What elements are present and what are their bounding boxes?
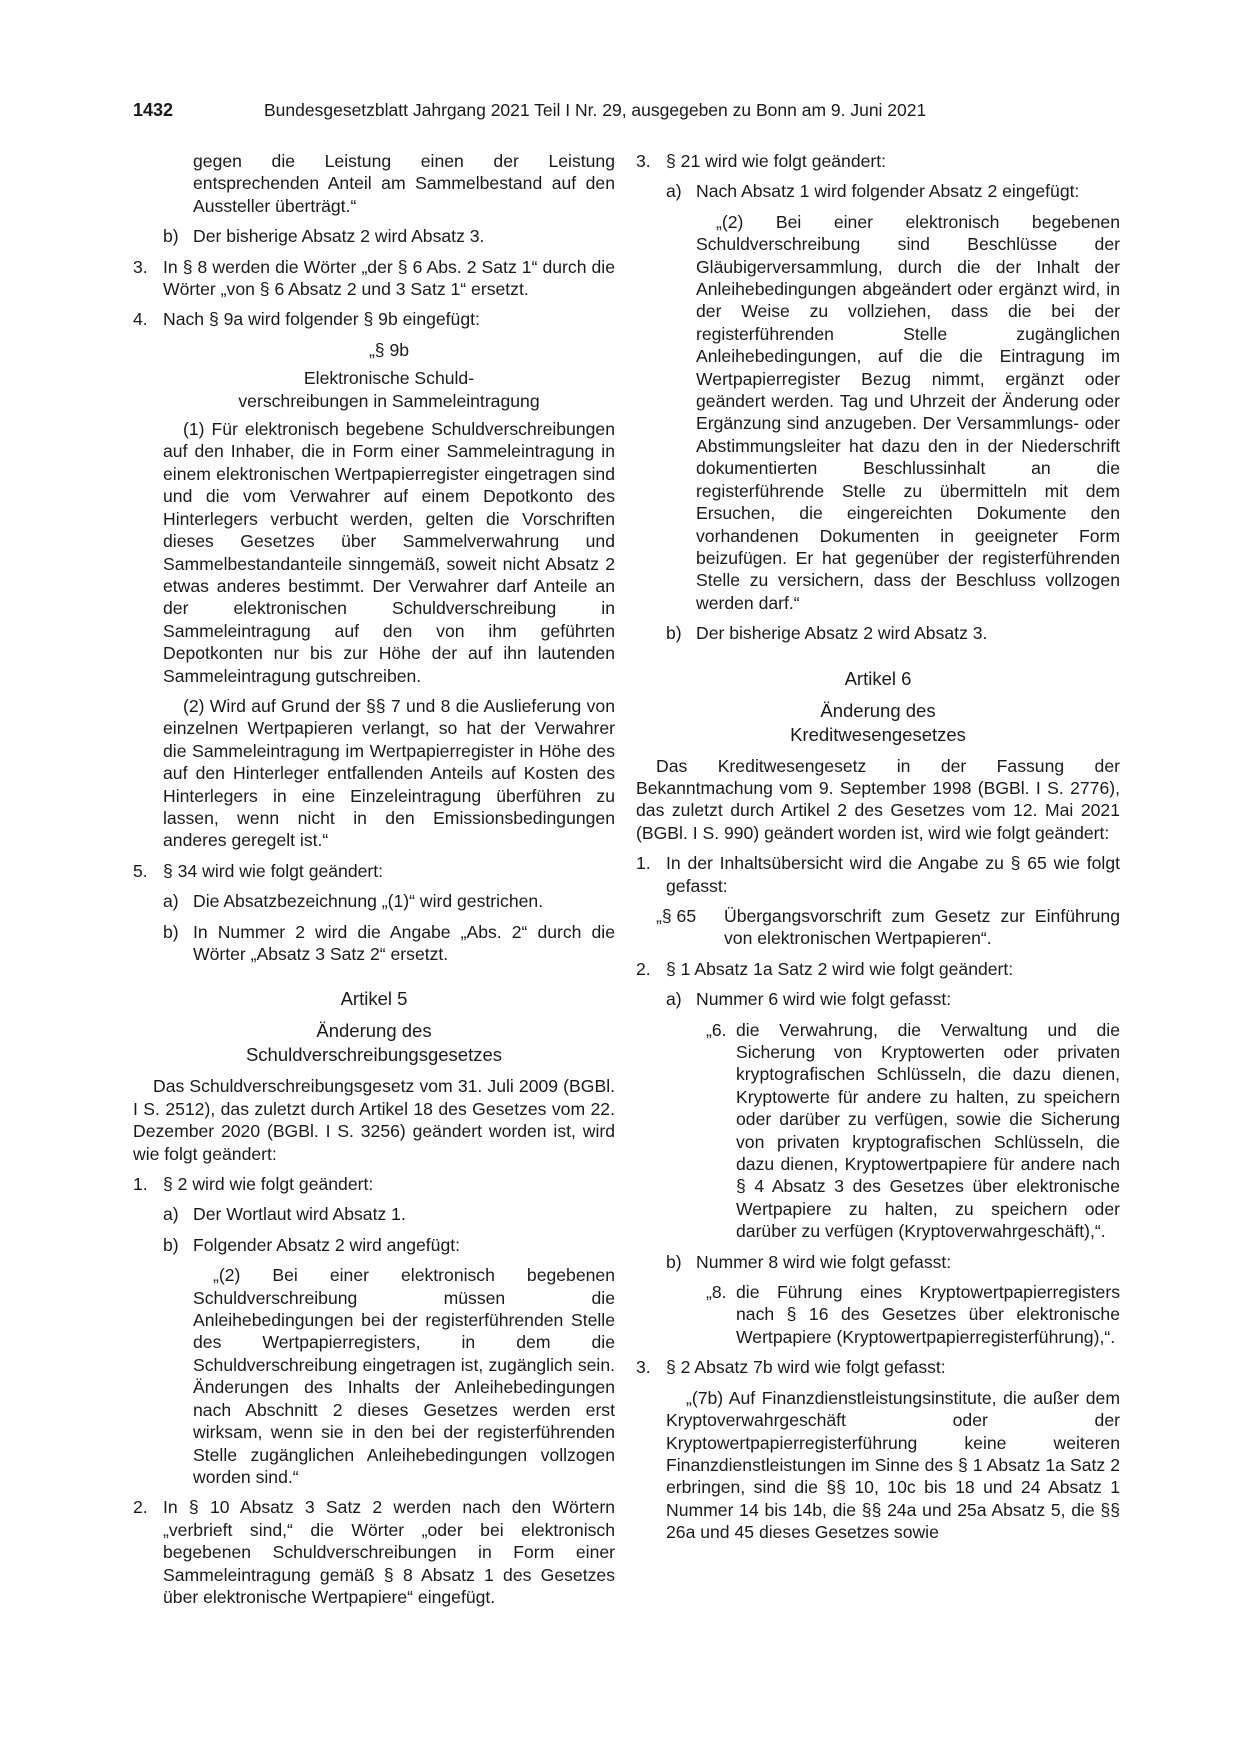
page-header bbox=[133, 100, 1123, 124]
a5-quoted-paragraph: „(2) Bei einer elektronisch begebenen Schuldverschreibung müssen die Anleihebedingungen bei der registerführenden Stelle des Wertpapierregisters, in dem die Schuldverschreibung eingetragen ist, zugänglich sein. Änderungen des Inhalts der Anleihebedingungen nach Abschnitt 2 dieses Gesetzes werden erst wirksam, wenn sie in den bei der registerführenden Stelle zugänglichen Anleihebedingungen vollzogen worden sind.“ bbox=[193, 1265, 615, 1487]
section-9b-para-1: (1) Für elektronisch begebene Schuldverschreibungen auf den Inhaber, die in Form einer Sammeleintragung in einem elektronischen Wertpapierregister eingetragen sind und die vom Verwahrer auf einem Depotkonto des Hinterlegers verbucht werden, gelten die Vorschriften dieses Gesetzes über Sammelverwahrung und Sammelbestandanteile sinngemäß, soweit nicht Absatz 2 etwas anderes bestimmt. Der Verwahrer darf Anteile an der elektronischen Schuldverschreibung in Sammeleintragung auf den von ihm geführten Depotkonten nur bis zur Höhe der auf ihn lautenden Sammeleintragung gutschreiben. bbox=[163, 419, 615, 686]
list-item-4 bbox=[133, 308, 615, 330]
item-text: § 21 wird wie folgt geändert: bbox=[666, 151, 887, 171]
item-number: 2. bbox=[133, 1497, 148, 1518]
item-text: § 34 wird wie folgt geändert: bbox=[163, 860, 384, 881]
item-text: In § 10 Absatz 3 Satz 2 werden nach den Wörtern „verbrieft sind,“ die Wörter „oder bei elektronisch begebenen Schuldverschreibungen in Form einer Sammeleintragung gemäß § 8 Absatz 1 des Gesetzes über elektronische Wertpapiere“ eingefügt. bbox=[163, 1497, 615, 1607]
quote-text: die Verwahrung, die Verwaltung und die Sicherung von Kryptowerten oder privaten kryptografischen Schlüsseln, die dazu dienen, Kryptowerte für andere zu halten, zu speichern oder darüber zu verfügen, sowie die Sicherung von privaten kryptografischen Schlüsseln, die dazu dienen, Kryptowertpapiere für andere nach § 4 Absatz 3 des Gesetzes über elektronische Wertpapiere zu halten, zu speichern oder darüber zu verfügen (Kryptoverwahrgeschäft),“. bbox=[736, 1019, 1120, 1242]
item-text: § 1 Absatz 1a Satz 2 wird wie folgt geändert: bbox=[666, 958, 1014, 979]
article-6-title: Artikel 6 bbox=[844, 667, 912, 689]
list-item-5b bbox=[133, 921, 615, 966]
a6-list-item-1 bbox=[636, 852, 1120, 897]
item-number: 2. bbox=[636, 958, 651, 979]
article-5-heading-line1: Änderung des bbox=[316, 1020, 432, 1042]
section-9b-title: „§ 9b bbox=[368, 339, 410, 360]
item-number: 3. bbox=[636, 151, 651, 171]
article-5-intro: Das Schuldverschreibungsgesetz vom 31. Juli 2009 (BGBl. I S. 2512), das zuletzt durch Artikel 18 des Gesetzes vom 22. Dezember 2020 (BGBl. I S. 3256) geändert worden ist, wird wie folgt geändert: bbox=[133, 1076, 615, 1164]
list-item-3a bbox=[636, 180, 1120, 202]
item-text: Nach Absatz 1 wird folgender Absatz 2 eingefügt: bbox=[696, 181, 1080, 202]
item-label: b) bbox=[163, 921, 179, 942]
a6-item3-quoted-paragraph: „(7b) Auf Finanzdienstleistungsinstitute, die außer dem Kryptoverwahrgeschäft oder der Kryptowertpapierregisterführung keine weiteren Finanzdienstleistungen im Sinne des § 1 Absatz 1a Satz 2 erbringen, sind die §§ 10, 10c bis 18 und 24 Absatz 1 Nummer 14 bis 14b, die §§ 24a und 25a Absatz 5, die §§ 26a und 45 dieses Gesetzes sowie bbox=[666, 1387, 1120, 1543]
quote-label: „6. bbox=[706, 1019, 727, 1040]
item-text: Nummer 8 wird wie folgt gefasst: bbox=[696, 1251, 952, 1272]
a5-list-item-1 bbox=[133, 1173, 615, 1195]
a6-list-item-3 bbox=[636, 1356, 1120, 1378]
quoted-paragraph: „(2) Bei einer elektronisch begebenen Schuldverschreibung sind Beschlüsse der Gläubigerversammlung, durch die der Inhalt der Anleihebedingungen abgeändert oder ergänzt wird, in der Weise zu vollziehen, dass die bei der registerführenden Stelle zugänglichen Anleihebedingungen, auf die die Eintragung im Wertpapierregister Bezug nimmt, ergänzt oder geändert werden. Tag und Uhrzeit der Änderung oder Ergänzung sind anzugeben. Der Versammlungs- oder Abstimmungsleiter hat dazu den in der Niederschrift dokumentierten Beschlussinhalt an die registerführende Stelle zu übermitteln mit dem Ersuchen, die eingereichten Dokumente den vorhandenen Dokumenten in geeigneter Form beizufügen. Er hat gegenüber der registerführenden Stelle zu versichern, dass der Beschluss vollzogen werden darf.“ bbox=[696, 211, 1120, 613]
list-item-3b bbox=[636, 622, 1120, 644]
quote-text: die Führung eines Kryptowertpapierregisters nach § 16 des Gesetzes über elektronische Wertpapiere (Kryptowertpapierregisterführung),“. bbox=[736, 1282, 1120, 1347]
a5-list-item-2 bbox=[133, 1496, 615, 1608]
item-label: a) bbox=[163, 1204, 179, 1225]
item-text: Nummer 6 wird wie folgt gefasst: bbox=[696, 989, 952, 1010]
a6-item1-quote bbox=[636, 905, 1120, 950]
list-item-5 bbox=[133, 860, 615, 882]
item-label: b) bbox=[163, 226, 179, 247]
item-label: b) bbox=[163, 1234, 179, 1255]
list-item-5a bbox=[133, 890, 615, 912]
item-text: § 2 wird wie folgt geändert: bbox=[163, 1174, 374, 1195]
quote-label: „8. bbox=[706, 1282, 727, 1303]
item-text: Der bisherige Absatz 2 wird Absatz 3. bbox=[696, 623, 988, 644]
item-number: 3. bbox=[636, 1357, 651, 1378]
a6-list-item-2a bbox=[636, 988, 1120, 1010]
article-6-heading-line1: Änderung des bbox=[820, 699, 936, 721]
item-number: 1. bbox=[133, 1174, 148, 1195]
item-text: Der bisherige Absatz 2 wird Absatz 3. bbox=[193, 226, 485, 247]
item-text: In der Inhaltsübersicht wird die Angabe zu § 65 wie folgt gefasst: bbox=[666, 853, 1120, 896]
item-label: a) bbox=[666, 181, 682, 202]
a5-list-item-1b bbox=[133, 1234, 615, 1256]
a6-list-item-2 bbox=[636, 958, 1120, 980]
article-6-heading-line2: Kreditwesengesetzes bbox=[790, 723, 966, 745]
a6-item2a-quote bbox=[636, 1019, 1120, 1243]
item-text: § 2 Absatz 7b wird wie folgt gefasst: bbox=[666, 1357, 946, 1378]
a5-list-item-1a bbox=[133, 1203, 615, 1225]
quote-text: Übergangsvorschrift zum Gesetz zur Einführung von elektronischen Wertpapieren“. bbox=[724, 905, 1120, 949]
item-number: 4. bbox=[133, 309, 148, 330]
item-text: In Nummer 2 wird die Angabe „Abs. 2“ durch die Wörter „Absatz 3 Satz 2“ ersetzt. bbox=[193, 921, 615, 964]
continued-paragraph: gegen die Leistung einen der Leistung entsprechenden Anteil am Sammelbestand auf den Aussteller überträgt.“ bbox=[193, 151, 615, 216]
item-label: a) bbox=[666, 989, 682, 1010]
item-number: 5. bbox=[133, 860, 148, 881]
a6-list-item-2b bbox=[636, 1251, 1120, 1273]
item-number: 3. bbox=[133, 256, 148, 277]
item-text: Folgender Absatz 2 wird angefügt: bbox=[193, 1234, 461, 1255]
list-item-3 bbox=[636, 150, 1120, 172]
section-9b-heading-line2: verschreibungen in Sammeleintragung bbox=[238, 390, 540, 411]
item-text: Nach § 9a wird folgender § 9b eingefügt: bbox=[163, 309, 480, 330]
item-label: b) bbox=[666, 1251, 682, 1272]
article-6-intro: Das Kreditwesengesetz in der Fassung der Bekanntmachung vom 9. September 1998 (BGBl. I S. 2776), das zuletzt durch Artikel 2 des Gesetzes vom 12. Mai 2021 (BGBl. I S. 990) geändert worden ist, wird wie folgt geändert: bbox=[636, 755, 1120, 843]
list-item-3 bbox=[133, 256, 615, 301]
page-number: 1432 bbox=[133, 100, 174, 120]
article-5-title: Artikel 5 bbox=[340, 988, 408, 1010]
item-label: a) bbox=[163, 891, 179, 912]
item-text: Der Wortlaut wird Absatz 1. bbox=[193, 1204, 406, 1225]
quote-label: „§ 65 bbox=[656, 905, 697, 926]
list-item-b bbox=[133, 225, 615, 247]
left-column bbox=[133, 150, 615, 1608]
right-column bbox=[636, 150, 1120, 1544]
running-head: Bundesgesetzblatt Jahrgang 2021 Teil I Nr. 29, ausgegeben zu Bonn am 9. Juni 2021 bbox=[264, 100, 927, 120]
item-label: b) bbox=[666, 623, 682, 644]
a6-item2b-quote bbox=[636, 1281, 1120, 1348]
section-9b-heading-line1: Elektronische Schuld- bbox=[303, 368, 475, 389]
item-number: 1. bbox=[636, 853, 651, 874]
item-text: Die Absatzbezeichnung „(1)“ wird gestrichen. bbox=[193, 891, 544, 912]
section-9b-para-2: (2) Wird auf Grund der §§ 7 und 8 die Auslieferung von einzelnen Wertpapieren verlangt, so hat der Verwahrer die Sammeleintragung im Wertpapierregister in Höhe des auf den Hinterleger entfallenden Anteils auf Kosten des Hinterlegers in eine Einzeleintragung überführen zu lassen, wenn nicht in den Emissionsbedingungen anderes geregelt ist.“ bbox=[163, 695, 615, 851]
article-5-heading-line2: Schuldverschreibungsgesetzes bbox=[245, 1044, 503, 1066]
item-text: In § 8 werden die Wörter „der § 6 Abs. 2 Satz 1“ durch die Wörter „von § 6 Absatz 2 und 3 Satz 1“ ersetzt. bbox=[163, 256, 615, 300]
